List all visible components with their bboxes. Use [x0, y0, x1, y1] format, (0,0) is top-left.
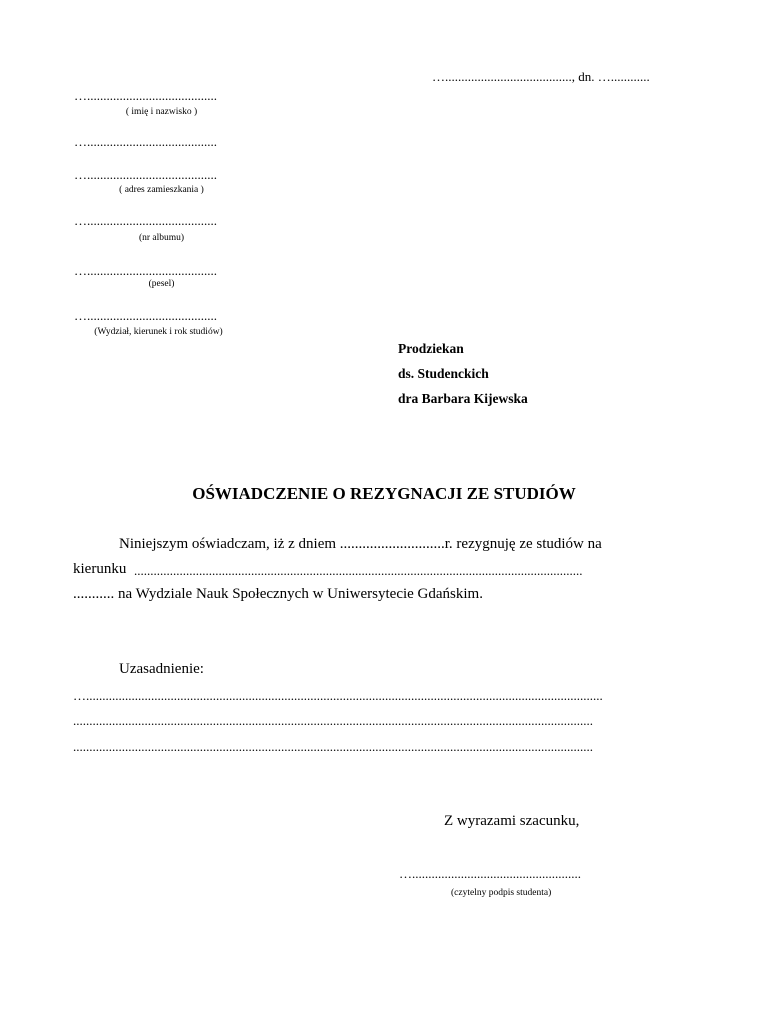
statement-line-2-label: kierunku: [73, 561, 127, 577]
addressee-line-3: dra Barbara Kijewska: [398, 391, 528, 406]
name-dots-2: …........................................: [74, 134, 217, 149]
statement-line-1: Niniejszym oświadczam, iż z dniem ............................r. rezygnuję ze studiów na: [119, 536, 602, 552]
signature-dots: …....................................................: [399, 866, 581, 881]
addressee-line-1: Prodziekan: [398, 341, 464, 356]
addressee-line-2: ds. Studenckich: [398, 366, 489, 381]
album-caption: (nr albumu): [138, 233, 185, 243]
faculty-dots: …........................................: [74, 308, 217, 323]
name-dots: …........................................: [74, 88, 217, 103]
pesel-dots: …........................................: [74, 263, 217, 278]
faculty-caption: (Wydział, kierunek i rok studiów): [94, 327, 223, 337]
pesel-caption: (pesel): [148, 279, 175, 289]
address-dots: …........................................: [74, 167, 217, 182]
statement-line-3: ........... na Wydziale Nauk Społecznych w Uniwersytecie Gdańskim.: [73, 586, 483, 602]
place-date-line: …......................................., dn. …............: [432, 69, 650, 84]
address-caption: ( adres zamieszkania ): [119, 185, 204, 195]
justification-label: Uzasadnienie:: [119, 661, 204, 677]
album-dots: …........................................: [74, 213, 217, 228]
justification-line-3: ................................................................................................................................................................: [73, 739, 593, 754]
statement-line-2-dots: ..........................................................................................................................................: [134, 563, 583, 578]
justification-line-2: ................................................................................................................................................................: [73, 713, 593, 728]
justification-line-1: …...............................................................................................................................................................: [73, 688, 603, 703]
document-title: OŚWIADCZENIE O REZYGNACJI ZE STUDIÓW: [192, 484, 576, 503]
closing-regards: Z wyrazami szacunku,: [444, 813, 580, 829]
signature-caption: (czytelny podpis studenta): [451, 888, 552, 898]
name-caption: ( imię i nazwisko ): [125, 107, 198, 117]
